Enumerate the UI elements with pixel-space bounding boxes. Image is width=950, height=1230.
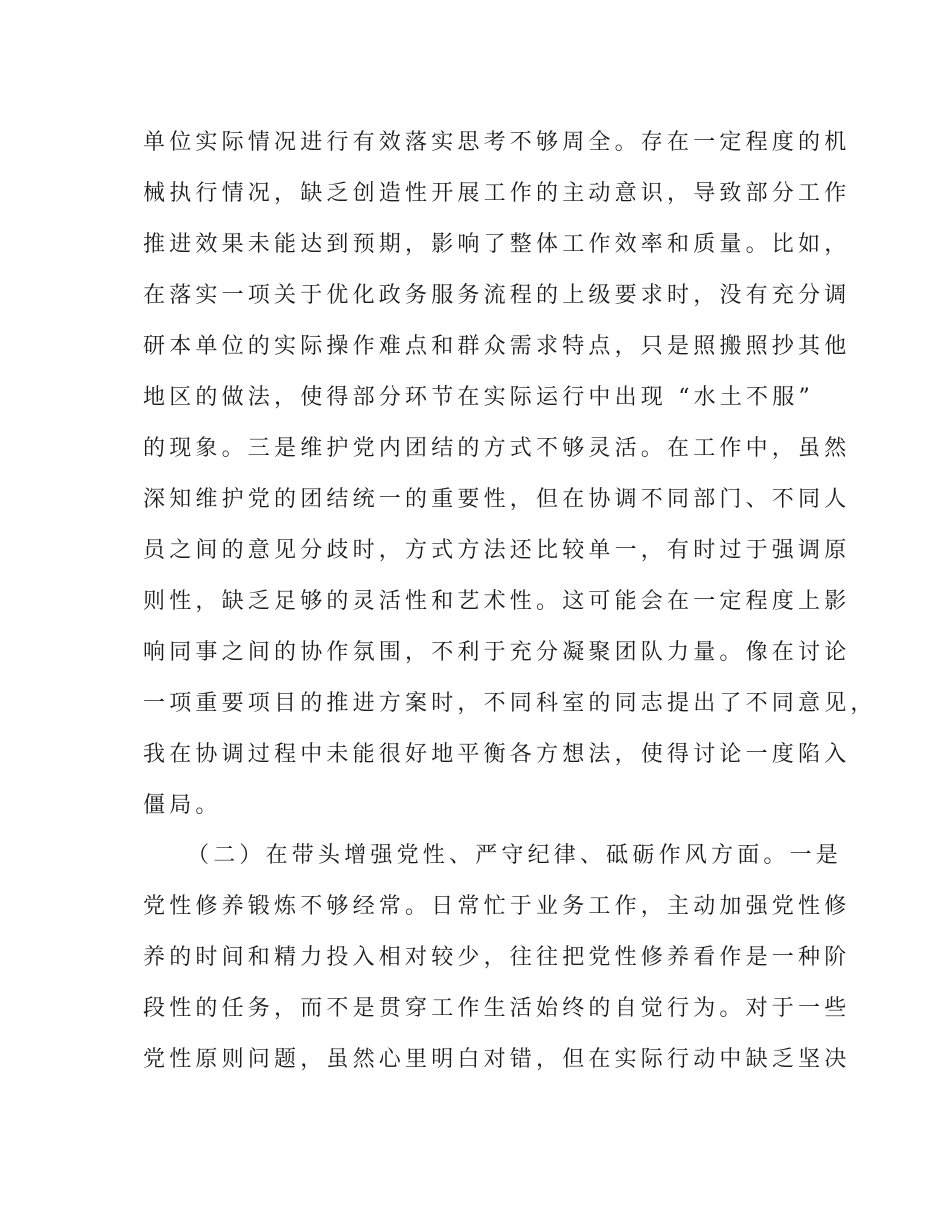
paragraph-line: 研本单位的实际操作难点和群众需求特点，只是照搬照抄其他 (143, 334, 851, 359)
paragraph-line: 深知维护党的团结统一的重要性，但在协调不同部门、不同人 (143, 487, 851, 512)
paragraph-line: 地区的做法，使得部分环节在实际运行中出现 “水土不服” (143, 385, 814, 410)
paragraph-line: 的现象。三是维护党内团结的方式不够灵活。在工作中，虽然 (143, 436, 851, 461)
paragraph-line: 在落实一项关于优化政务服务流程的上级要求时，没有充分调 (143, 283, 851, 308)
paragraph-line: 一项重要项目的推进方案时，不同科室的同志提出了不同意见， (143, 691, 877, 716)
paragraph-line: 僵局。 (143, 793, 222, 818)
paragraph-line: 党性修养锻炼不够经常。日常忙于业务工作，主动加强党性修 (143, 894, 851, 919)
paragraph-line: 段性的任务，而不是贯穿工作生活始终的自觉行为。对于一些 (143, 996, 851, 1021)
paragraph-line: 响同事之间的协作氛围，不利于充分凝聚团队力量。像在讨论 (143, 640, 851, 665)
paragraph-line: 我在协调过程中未能很好地平衡各方想法，使得讨论一度陷入 (143, 742, 851, 767)
paragraph-line: 则性，缺乏足够的灵活性和艺术性。这可能会在一定程度上影 (143, 589, 851, 614)
paragraph-line: 械执行情况，缺乏创造性开展工作的主动意识，导致部分工作 (143, 181, 851, 206)
paragraph-line: 党性原则问题，虽然心里明白对错，但在实际行动中缺乏坚决 (143, 1047, 851, 1072)
paragraph-line: （二）在带头增强党性、严守纪律、砥砺作风方面。一是 (187, 843, 843, 868)
paragraph-line: 单位实际情况进行有效落实思考不够周全。存在一定程度的机 (143, 130, 851, 155)
paragraph-line: 养的时间和精力投入相对较少，往往把党性修养看作是一种阶 (143, 945, 851, 970)
paragraph-line: 员之间的意见分歧时，方式方法还比较单一，有时过于强调原 (143, 538, 851, 563)
paragraph-line: 推进效果未能达到预期，影响了整体工作效率和质量。比如， (143, 232, 851, 257)
